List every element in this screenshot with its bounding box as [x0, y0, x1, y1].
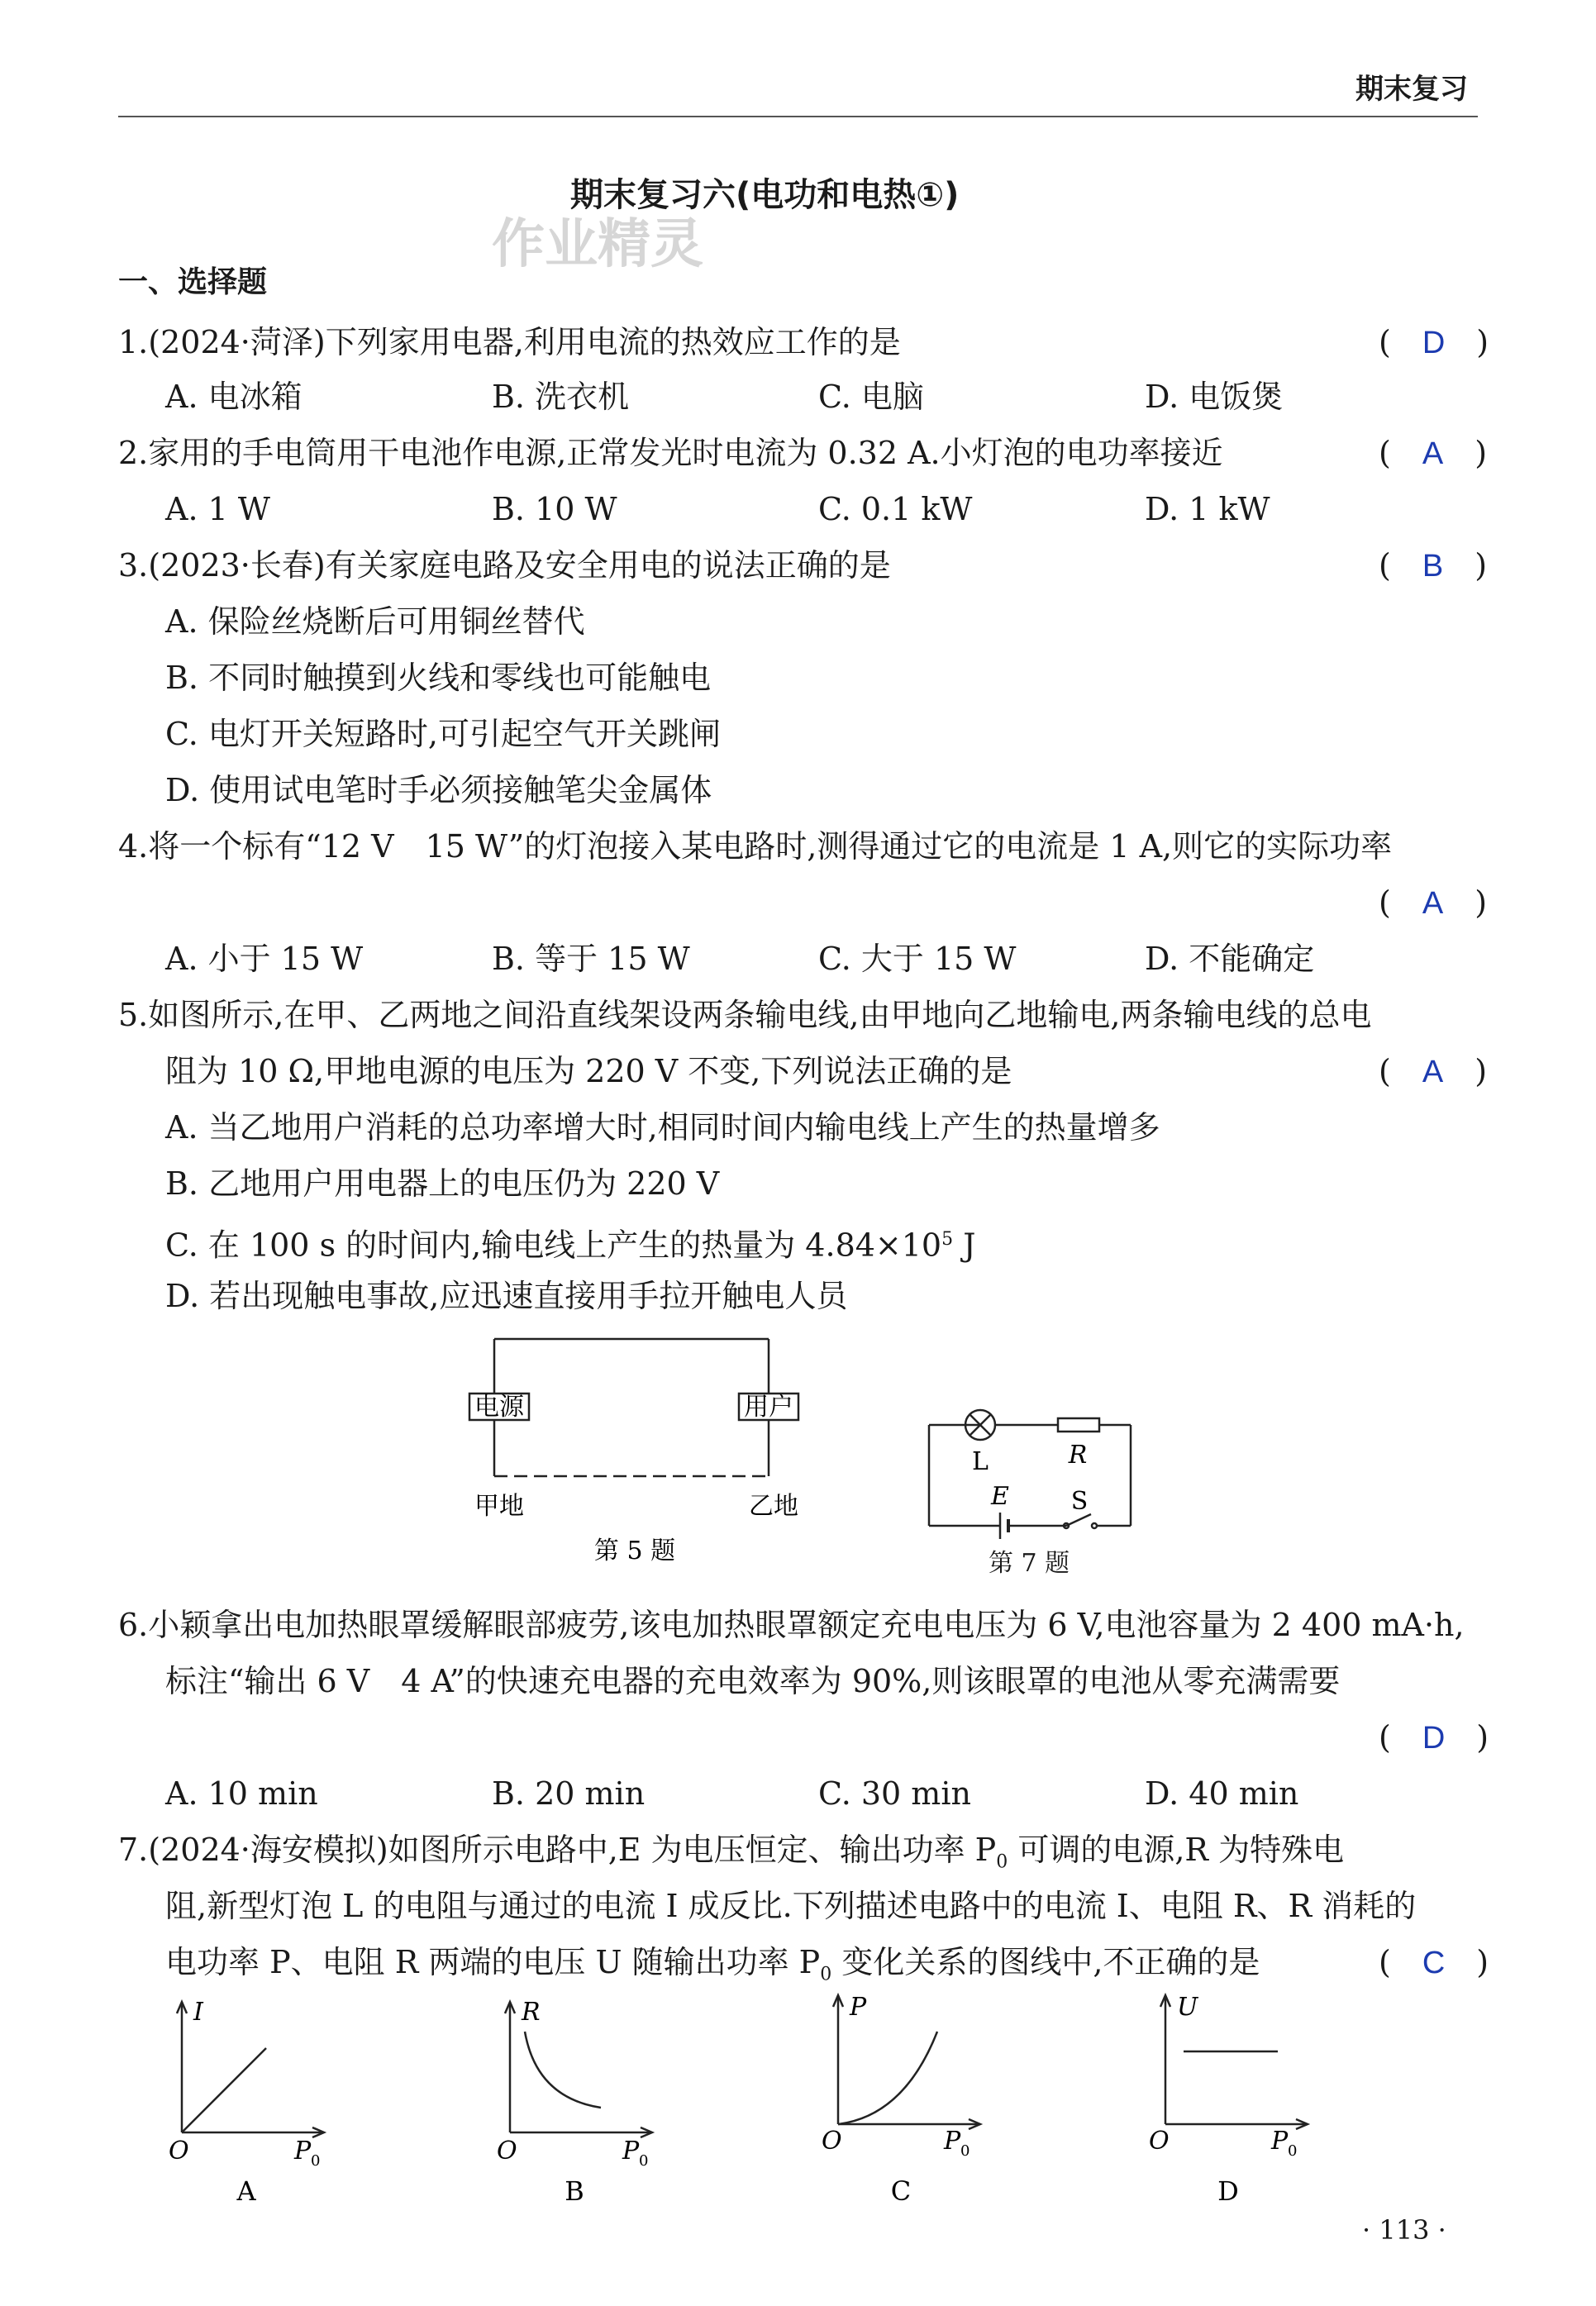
curve	[525, 2032, 601, 2108]
source-label: 电源	[474, 1393, 524, 1422]
x-label: P	[622, 2137, 640, 2165]
q-num: 3.	[118, 547, 149, 584]
option: D. 使用试电笔时手必须接触笔尖金属体	[165, 772, 712, 808]
option: A. 当乙地用户消耗的总功率增大时,相同时间内输电线上产生的热量增多	[165, 1109, 1160, 1146]
q-stem: 标注“输出 6 V 4 A”的快速充电器的充电效率为 90%,则该眼罩的电池从零充满需要	[165, 1663, 1341, 1699]
y-label: R	[522, 1998, 541, 2027]
option: A. 电冰箱	[165, 379, 303, 415]
q-stem: 阻,新型灯泡 L 的电阻与通过的电流 I 成反比.下列描述电路中的电流 I、电阻 R、R 消耗的	[165, 1888, 1417, 1924]
subscript: 0	[996, 1851, 1008, 1873]
option	[165, 1220, 975, 1265]
figure-5	[446, 1322, 810, 1562]
resistor	[1058, 1418, 1099, 1432]
x-label: P	[1271, 2127, 1289, 2156]
q-num: 6.	[118, 1607, 149, 1643]
switch-contact	[1092, 1523, 1097, 1528]
user-label: 用户	[744, 1393, 793, 1422]
graph-label: A	[236, 2175, 256, 2207]
answer: A	[1422, 436, 1444, 471]
section-heading: 一、选择题	[118, 265, 268, 299]
x-label: P	[944, 2127, 961, 2156]
option: D. 电饭煲	[1145, 379, 1284, 415]
answer-paren: ( A )	[1379, 435, 1488, 471]
figure-7	[917, 1397, 1149, 1562]
switch-blade	[1066, 1514, 1091, 1526]
graph-label: D	[1217, 2175, 1239, 2207]
header-section: 期末复习	[1355, 73, 1468, 106]
option: D. 若出现触电事故,应迅速直接用手拉开触电人员	[165, 1278, 848, 1314]
page-title: 期末复习六(电功和电热①)	[570, 176, 960, 214]
option-text: C. 在 100 s 的时间内,输电线上产生的热量为 4.84×10	[165, 1227, 942, 1264]
graph-b	[485, 1992, 684, 2207]
answer: C	[1422, 1946, 1446, 1980]
graph-c	[813, 1984, 1012, 2207]
answer: A	[1422, 1055, 1444, 1089]
option: C. 30 min	[818, 1775, 971, 1812]
exponent: 5	[941, 1229, 954, 1250]
option: A. 10 min	[165, 1775, 318, 1812]
q-stem: (2024·菏泽)下列家用电器,利用电流的热效应工作的是	[148, 324, 901, 360]
place-a: 甲地	[474, 1492, 524, 1521]
q-num: 1.	[118, 324, 149, 360]
q-stem: 小颖拿出电加热眼罩缓解眼部疲劳,该电加热眼罩额定充电电压为 6 V,电池容量为 2 400 mA·h,	[148, 1607, 1465, 1643]
lamp-label: L	[972, 1447, 989, 1476]
q-stem: 电功率 P、电阻 R 两端的电压 U 随输出功率 P	[165, 1944, 821, 1980]
answer: D	[1422, 326, 1446, 360]
q-num: 7.	[118, 1832, 149, 1868]
page-number: · 113 ·	[1362, 2214, 1446, 2246]
option: C. 电脑	[818, 379, 924, 415]
option: C. 0.1 kW	[818, 491, 973, 527]
curve	[182, 2048, 266, 2132]
graph-d	[1141, 1984, 1339, 2207]
fig5-caption: 第 5 题	[593, 1537, 676, 1562]
option: B. 等于 15 W	[492, 941, 690, 977]
battery-label: E	[991, 1482, 1009, 1511]
graph-a	[157, 1992, 355, 2207]
x-sub: 0	[960, 2142, 970, 2160]
answer: D	[1422, 1721, 1446, 1756]
q-stem: 如图所示,在甲、乙两地之间沿直线架设两条输电线,由甲地向乙地输电,两条输电线的总电	[148, 997, 1372, 1033]
answer-paren: ( A )	[1379, 1053, 1488, 1089]
y-label: U	[1177, 1993, 1198, 2022]
y-label: I	[193, 1998, 203, 2027]
fig7-caption: 第 7 题	[989, 1549, 1070, 1578]
q-stem: 将一个标有“12 V 15 W”的灯泡接入某电路时,测得通过它的电流是 1 A,则它的实际功率	[148, 828, 1393, 865]
answer-paren: ( B )	[1379, 547, 1488, 584]
switch-label: S	[1070, 1487, 1089, 1516]
option: C. 大于 15 W	[818, 941, 1017, 977]
graph-label: C	[890, 2175, 912, 2207]
q-stem: 阻为 10 Ω,甲地电源的电压为 220 V 不变,下列说法正确的是	[165, 1053, 1012, 1089]
option: B. 乙地用户用电器上的电压仍为 220 V	[165, 1165, 720, 1202]
q-stem: (2024·海安模拟)如图所示电路中,E 为电压恒定、输出功率 P	[148, 1832, 997, 1868]
answer-paren: ( D )	[1379, 324, 1489, 360]
option: D. 40 min	[1145, 1775, 1299, 1812]
x-sub: 0	[639, 2152, 649, 2170]
option: D. 不能确定	[1145, 941, 1315, 977]
header-rule	[118, 116, 1478, 117]
option: C. 电灯开关短路时,可引起空气开关跳闸	[165, 716, 721, 752]
option: B. 洗衣机	[492, 379, 630, 415]
q-num: 5.	[118, 997, 149, 1033]
q-stem: 可调的电源,R 为特殊电	[1008, 1832, 1345, 1868]
answer-paren: ( A )	[1379, 884, 1488, 921]
origin: O	[1149, 2127, 1170, 2156]
answer-paren: ( C )	[1379, 1944, 1489, 1980]
y-label: P	[850, 1993, 867, 2022]
watermark: 作业精灵	[492, 214, 703, 275]
option: B. 20 min	[492, 1775, 646, 1812]
option: A. 保险丝烧断后可用铜丝替代	[165, 603, 585, 640]
x-sub: 0	[311, 2152, 321, 2170]
option: A. 小于 15 W	[165, 941, 364, 977]
answer-paren: ( D )	[1379, 1719, 1489, 1756]
q-stem: 家用的手电筒用干电池作电源,正常发光时电流为 0.32 A.小灯泡的电功率接近	[148, 435, 1223, 471]
place-b: 乙地	[749, 1492, 798, 1521]
subscript: 0	[820, 1964, 832, 1985]
q-num: 4.	[118, 828, 149, 865]
origin: O	[497, 2137, 517, 2165]
graph-label: B	[565, 2175, 584, 2207]
resistor-label: R	[1068, 1441, 1088, 1470]
answer: B	[1422, 549, 1444, 584]
option: D. 1 kW	[1145, 491, 1270, 527]
curve	[838, 2032, 937, 2124]
x-label: P	[294, 2137, 312, 2165]
option: B. 10 W	[492, 491, 617, 527]
option: B. 不同时触摸到火线和零线也可能触电	[165, 660, 712, 696]
unit: J	[953, 1227, 976, 1264]
origin: O	[822, 2127, 842, 2156]
origin: O	[169, 2137, 189, 2165]
q-stem: 变化关系的图线中,不正确的是	[831, 1944, 1260, 1980]
x-sub: 0	[1288, 2142, 1298, 2160]
q-num: 2.	[118, 435, 149, 471]
answer: A	[1422, 886, 1444, 921]
option: A. 1 W	[165, 491, 270, 527]
q-stem: (2023·长春)有关家庭电路及安全用电的说法正确的是	[148, 547, 891, 584]
